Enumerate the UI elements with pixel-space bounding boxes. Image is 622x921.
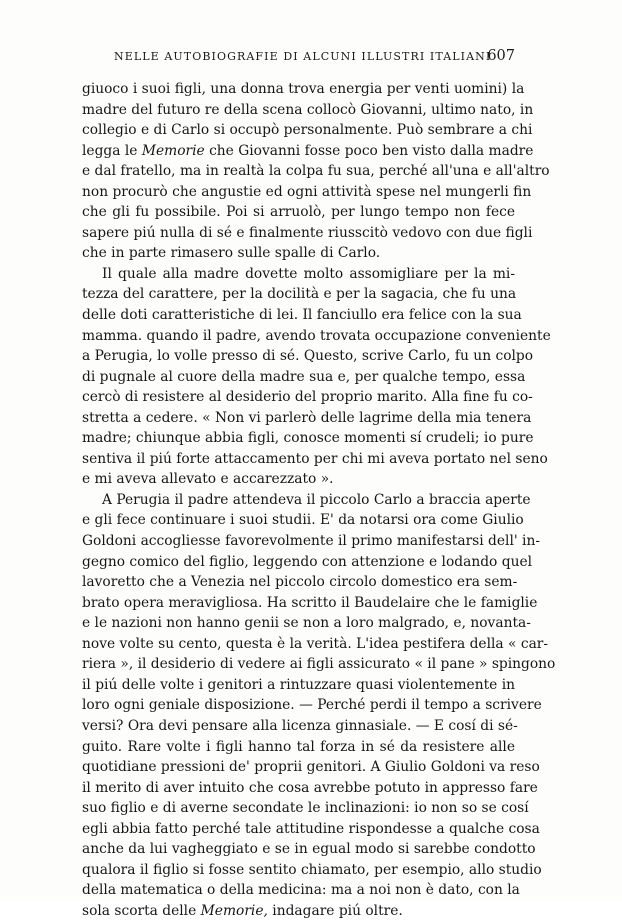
text-run: sola scorta delle — [82, 902, 201, 919]
book-title-memorie: Memorie — [141, 142, 205, 159]
text-line: madre del futuro re della scena collocò Giovanni, ultimo nato, in — [82, 101, 534, 118]
body-text — [82, 79, 556, 921]
text-line: Il quale alla madre dovette molto assomigliare per la mi- — [102, 265, 515, 282]
text-line: collegio e di Carlo si occupò personalmente. Può sembrare a chi — [82, 122, 533, 139]
text-line: che gli fu possibile. Poi si arruolò, per lungo tempo non fece — [82, 204, 515, 221]
text-line: A Perugia il padre attendeva il piccolo Carlo a braccia aperte — [102, 491, 531, 508]
text-line: gegno comico del figlio, leggendo con attenzione e lodando quel — [82, 553, 533, 570]
text-line: brato opera meravigliosa. Ha scritto il Baudelaire che le famiglie — [82, 594, 538, 611]
text-line: sentiva il piú forte attaccamento per chi mi aveva portato nel seno — [82, 450, 548, 467]
text-line: e le nazioni non hanno genii se non a loro malgrado, e, novanta- — [82, 615, 531, 632]
text-line: quotidiane pressioni de' proprii genitori. A Giulio Goldoni va reso — [82, 759, 540, 776]
text-line: tezza del carattere, per la docilità e per la sagacia, che fu una — [82, 286, 517, 303]
text-line: anche da lui vagheggiato e se in egual modo si sarebbe condotto — [82, 841, 536, 858]
text-line: che in parte rimasero sulle spalle di Carlo. — [82, 245, 381, 262]
text-line: e gli fece continuare i suoi studii. E' da notarsi ora come Giulio — [82, 512, 524, 529]
text-line: della matematica o della medicina: ma a noi non è dato, con la — [82, 882, 520, 899]
text-line: Goldoni accogliesse favorevolmente il primo manifestarsi dell' in- — [82, 533, 541, 550]
running-title: NELLE AUTOBIOGRAFIE DI ALCUNI ILLUSTRI ITALIANI — [114, 50, 492, 63]
book-title-memorie: Memorie, — [200, 902, 268, 919]
text-line: qualora il figlio si fosse sentito chiamato, per esempio, allo studio — [82, 861, 542, 878]
text-line: egli abbia fatto perché tale attitudine rispondesse a qualche cosa — [82, 820, 540, 837]
text-line: delle doti caratteristiche di lei. Il fanciullo era felice con la sua — [82, 307, 522, 324]
text-line: loro ogni geniale disposizione. — Perché perdi il tempo a scrivere — [82, 697, 542, 714]
page-number: 607 — [487, 48, 515, 64]
text-run: legga le — [82, 142, 142, 159]
text-line: versi? Ora devi pensare alla licenza ginnasiale. — E cosí di sé- — [82, 717, 518, 734]
text-line: cercò di resistere al desiderio del proprio marito. Alla fine fu co- — [82, 389, 533, 406]
text-line: mamma. quando il padre, avendo trovata occupazione conveniente — [82, 327, 551, 344]
text-line: riera », il desiderio di vedere ai figli assicurato « il pane » spingono — [82, 656, 556, 673]
text-line: nove volte su cento, questa è la verità. L'idea pestifera della « car- — [82, 635, 549, 652]
text-line: lavoretto che a Venezia nel piccolo circolo domestico era sem- — [82, 574, 518, 591]
text-line: a Perugia, lo volle presso di sé. Questo, scrive Carlo, fu un colpo — [82, 348, 534, 365]
text-line: il merito di aver intuito che cosa avrebbe potuto in appresso fare — [82, 779, 538, 796]
text-line: madre; chiunque abbia figli, conosce momenti sí crudeli; io pure — [82, 430, 534, 447]
text-line: e dal fratello, ma in realtà la colpa fu sua, perché all'una e all'altro — [82, 163, 550, 180]
text-line: giuoco i suoi figli, una donna trova energia per venti uomini) la — [82, 81, 525, 97]
text-line: non procurò che angustie ed ogni attività spese nel mungerli fin — [82, 183, 532, 200]
page-header — [82, 48, 515, 68]
text-line — [82, 141, 534, 162]
text-line: il piú delle volte i genitori a rintuzzare quasi violentemente in — [82, 676, 515, 693]
text-line: sapere piú nulla di sé e finalmente riusscitò vedovo con due figli — [82, 224, 533, 241]
text-line: guito. Rare volte i figli hanno tal forza in sé da resistere alle — [82, 738, 515, 755]
text-line — [82, 901, 515, 921]
text-line: di pugnale al cuore della madre sua e, per qualche tempo, essa — [82, 368, 526, 385]
text-line: e mi aveva allevato e accarezzato ». — [82, 471, 334, 488]
text-run: indagare piú oltre. — [267, 902, 403, 919]
text-line: suo figlio e di averne secondate le inclinazioni: io non so se cosí — [82, 800, 529, 817]
text-run: che Giovanni fosse poco ben visto dalla madre — [204, 142, 534, 159]
text-line: stretta a cedere. « Non vi parlerò delle lagrime della mia tenera — [82, 409, 532, 426]
